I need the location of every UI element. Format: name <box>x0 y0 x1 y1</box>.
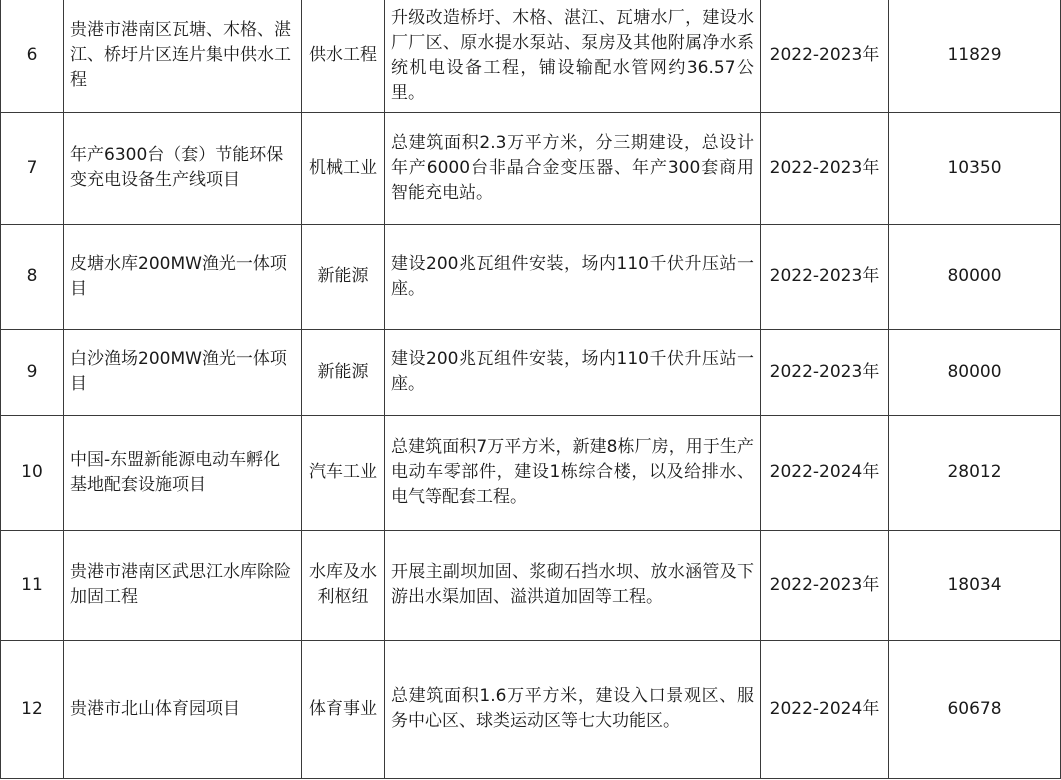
project-name: 年产6300台（套）节能环保变充电设备生产线项目 <box>64 112 302 224</box>
construction-period: 2022-2023年 <box>761 112 889 224</box>
investment-amount: 11829 <box>889 0 1061 112</box>
table-row <box>1 224 1061 329</box>
row-number: 12 <box>1 640 64 778</box>
row-number: 7 <box>1 112 64 224</box>
project-description: 建设200兆瓦组件安装，场内110千伏升压站一座。 <box>385 224 761 329</box>
construction-period: 2022-2024年 <box>761 640 889 778</box>
row-number: 11 <box>1 530 64 640</box>
project-description: 建设200兆瓦组件安装，场内110千伏升压站一座。 <box>385 329 761 415</box>
project-description: 总建筑面积7万平方米，新建8栋厂房，用于生产电动车零部件，建设1栋综合楼，以及给排水、电气等配套工程。 <box>385 415 761 530</box>
construction-period: 2022-2023年 <box>761 0 889 112</box>
project-name: 中国-东盟新能源电动车孵化基地配套设施项目 <box>64 415 302 530</box>
table-row <box>1 112 1061 224</box>
investment-amount: 80000 <box>889 224 1061 329</box>
project-category: 汽车工业 <box>302 415 385 530</box>
project-name: 贵港市港南区瓦塘、木格、湛江、桥圩片区连片集中供水工程 <box>64 0 302 112</box>
construction-period: 2022-2023年 <box>761 224 889 329</box>
table-row <box>1 415 1061 530</box>
project-name: 贵港市港南区武思江水库除险加固工程 <box>64 530 302 640</box>
construction-period: 2022-2023年 <box>761 329 889 415</box>
project-category: 体育事业 <box>302 640 385 778</box>
table-row <box>1 640 1061 778</box>
project-description: 总建筑面积2.3万平方米，分三期建设，总设计年产6000台非晶合金变压器、年产300套商用智能充电站。 <box>385 112 761 224</box>
project-description: 开展主副坝加固、浆砌石挡水坝、放水涵管及下游出水渠加固、溢洪道加固等工程。 <box>385 530 761 640</box>
project-category: 供水工程 <box>302 0 385 112</box>
table-row <box>1 530 1061 640</box>
investment-amount: 60678 <box>889 640 1061 778</box>
investment-amount: 18034 <box>889 530 1061 640</box>
project-name: 贵港市北山体育园项目 <box>64 640 302 778</box>
project-category: 水库及水利枢纽 <box>302 530 385 640</box>
row-number: 6 <box>1 0 64 112</box>
project-category: 机械工业 <box>302 112 385 224</box>
project-description: 升级改造桥圩、木格、湛江、瓦塘水厂，建设水厂厂区、原水提水泵站、泵房及其他附属净水系统机电设备工程，铺设输配水管网约36.57公里。 <box>385 0 761 112</box>
investment-amount: 28012 <box>889 415 1061 530</box>
construction-period: 2022-2024年 <box>761 415 889 530</box>
table-row <box>1 329 1061 415</box>
project-description: 总建筑面积1.6万平方米，建设入口景观区、服务中心区、球类运动区等七大功能区。 <box>385 640 761 778</box>
row-number: 10 <box>1 415 64 530</box>
investment-amount: 80000 <box>889 329 1061 415</box>
table-row <box>1 0 1061 112</box>
project-name: 白沙渔场200MW渔光一体项目 <box>64 329 302 415</box>
construction-period: 2022-2023年 <box>761 530 889 640</box>
row-number: 8 <box>1 224 64 329</box>
project-name: 皮塘水库200MW渔光一体项目 <box>64 224 302 329</box>
project-category: 新能源 <box>302 224 385 329</box>
row-number: 9 <box>1 329 64 415</box>
investment-amount: 10350 <box>889 112 1061 224</box>
project-category: 新能源 <box>302 329 385 415</box>
